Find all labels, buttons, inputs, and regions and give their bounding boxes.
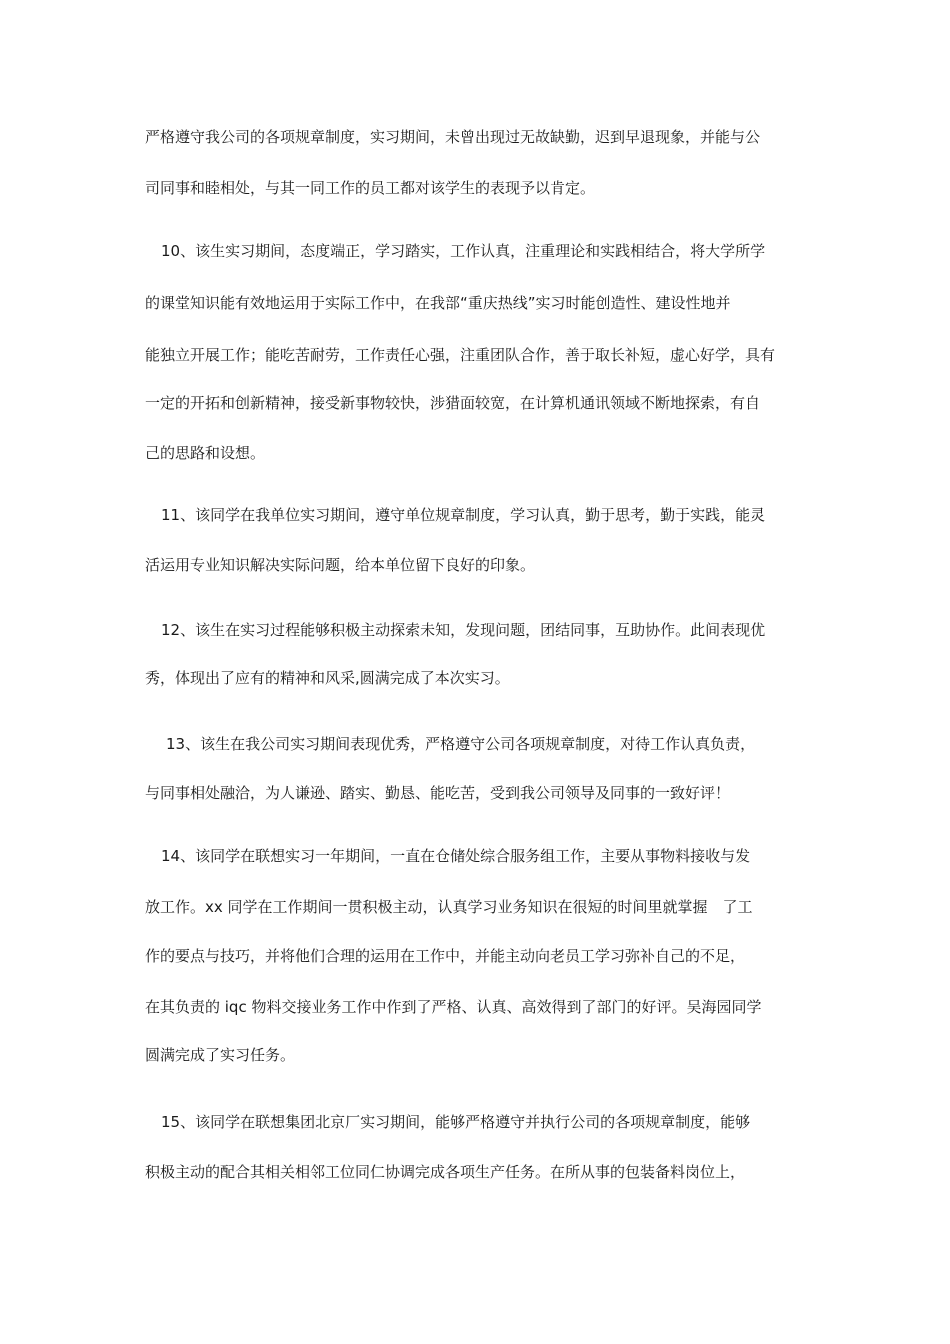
text-line: 活运用专业知识解决实际问题，给本单位留下良好的印象。 [145, 556, 536, 574]
text-line: 放工作。xx 同学在工作期间一贯积极主动，认真学习业务知识在很短的时间里就掌握 了工 [145, 898, 753, 916]
paragraph-11-first-line: 11、该同学在我单位实习期间，遵守单位规章制度，学习认真，勤于思考，勤于实践，能灵 [161, 506, 766, 524]
text-line: 的课堂知识能有效地运用于实际工作中，在我部“重庆热线”实习时能创造性、建设性地并 [145, 294, 731, 312]
text-line: 一定的开拓和创新精神，接受新事物较快，涉猎面较宽，在计算机通讯领域不断地探索，有自 [145, 394, 761, 412]
text-line: 秀，体现出了应有的精神和风采,圆满完成了本次实习。 [145, 669, 510, 687]
text-line: 在其负责的 iqc 物料交接业务工作中作到了严格、认真、高效得到了部门的好评。吴海园同学 [145, 998, 762, 1016]
text-line: 作的要点与技巧，并将他们合理的运用在工作中，并能主动向老员工学习弥补自己的不足， [145, 947, 746, 965]
text-line: 严格遵守我公司的各项规章制度，实习期间，未曾出现过无故缺勤，迟到早退现象，并能与公 [145, 128, 761, 146]
paragraph-14-first-line: 14、该同学在联想实习一年期间，一直在仓储处综合服务组工作，主要从事物料接收与发 [161, 847, 751, 865]
paragraph-10-first-line: 10、该生实习期间，态度端正，学习踏实，工作认真，注重理论和实践相结合，将大学所学 [161, 242, 766, 260]
paragraph-13-first-line: 13、该生在我公司实习期间表现优秀，严格遵守公司各项规章制度，对待工作认真负责， [166, 735, 756, 753]
text-line: 己的思路和设想。 [145, 444, 266, 462]
paragraph-12-first-line: 12、该生在实习过程能够积极主动探索未知，发现问题，团结同事，互助协作。此间表现优 [161, 621, 766, 639]
text-line: 圆满完成了实习任务。 [145, 1046, 296, 1064]
text-line: 与同事相处融洽，为人谦逊、踏实、勤恳、能吃苦，受到我公司领导及同事的一致好评！ [145, 784, 731, 802]
text-line: 司同事和睦相处，与其一同工作的员工都对该学生的表现予以肯定。 [145, 179, 596, 197]
text-line: 能独立开展工作；能吃苦耐劳，工作责任心强，注重团队合作，善于取长补短，虚心好学，具有 [145, 346, 776, 364]
paragraph-15-first-line: 15、该同学在联想集团北京厂实习期间，能够严格遵守并执行公司的各项规章制度，能够 [161, 1113, 751, 1131]
text-line: 积极主动的配合其相关相邻工位同仁协调完成各项生产任务。在所从事的包装备料岗位上， [145, 1163, 746, 1181]
